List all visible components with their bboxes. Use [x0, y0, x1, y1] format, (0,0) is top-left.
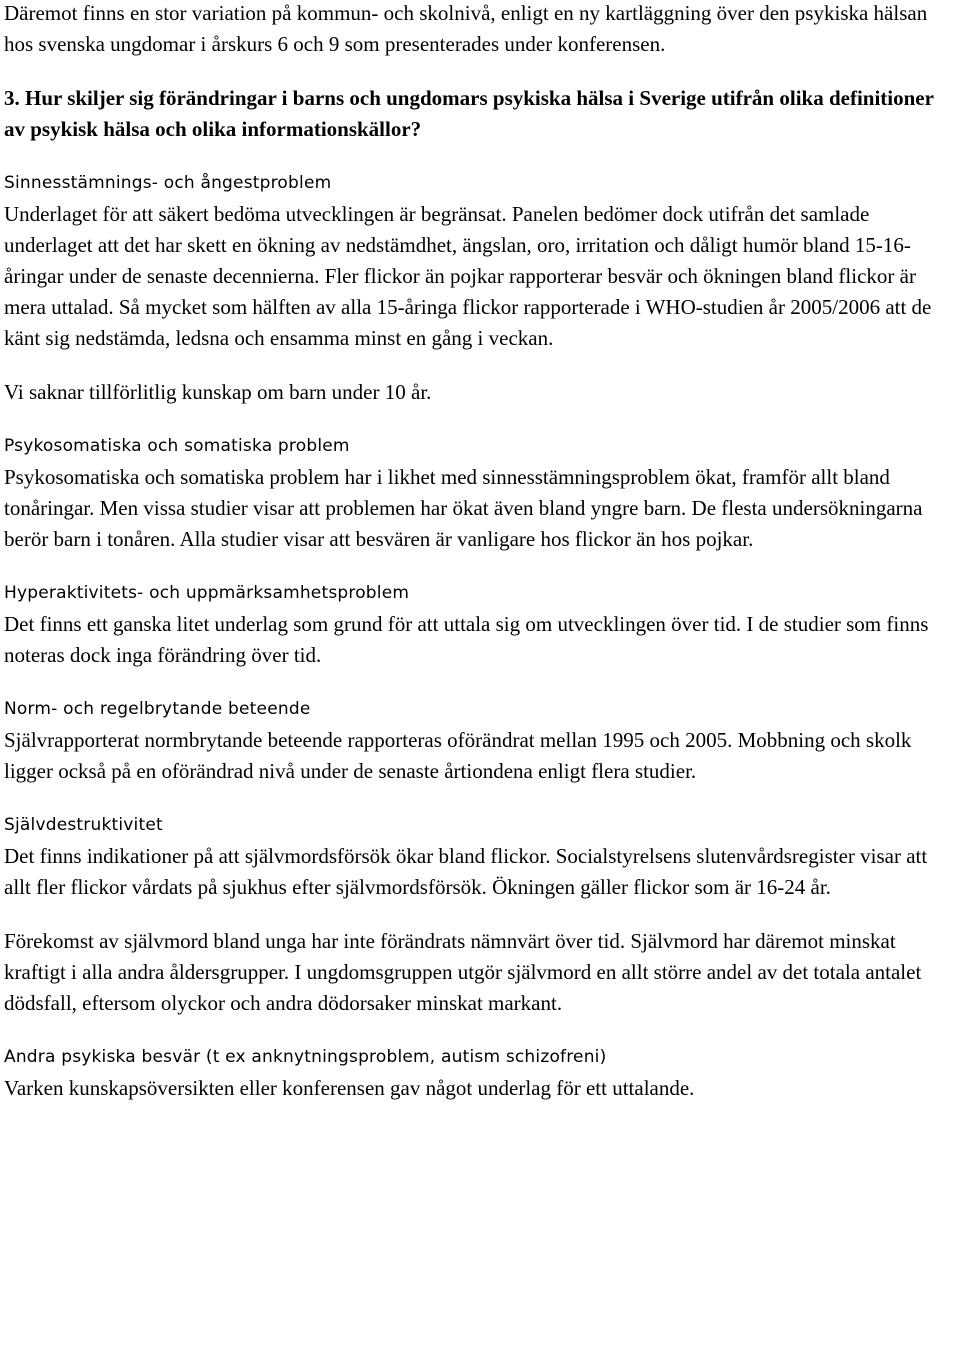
section-text: Underlaget för att säkert bedöma utvecklingen är begränsat. Panelen bedömer dock utifrån det samlade underlaget att det har skett en ökning av nedstämdhet, ängslan, oro, irritation och dåligt humör bland 15-16-åringar under de senaste decennierna. Fler flickor än pojkar rapporterar besvär och ökningen bland flickor är mera uttalad. Så mycket som hälften av alla 15-åringa flickor rapporterade i WHO-studien år 2005/2006 att de känt sig nedstämda, ledsna och ensamma minst en gång i veckan. [4, 202, 932, 350]
section-text: Psykosomatiska och somatiska problem har i likhet med sinnesstämningsproblem ökat, framför allt bland tonåringar. Men vissa studier visar att problemen har ökat även bland yngre barn. De flesta undersökningarna berör barn i tonåren. Alla studier visar att besvären är vanligare hos flickor än hos pojkar. [4, 465, 923, 551]
section-mood-anxiety [4, 168, 954, 354]
question-heading: 3. Hur skiljer sig förändringar i barns och ungdomars psykiska hälsa i Sverige utifrån olika definitioner av psykisk hälsa och olika informationskällor? [4, 86, 934, 141]
section-heading: Hyperaktivitets- och uppmärksamhetsproblem [4, 583, 410, 603]
section-hyperactivity [4, 578, 954, 671]
section-text: Det finns ett ganska litet underlag som grund för att uttala sig om utvecklingen över tid. I de studier som finns noteras dock inga förändring över tid. [4, 612, 929, 667]
section-heading: Sinnesstämnings- och ångestproblem [4, 173, 332, 193]
section-self-harm [4, 810, 954, 903]
section-heading: Psykosomatiska och somatiska problem [4, 436, 350, 456]
section-heading: Självdestruktivitet [4, 815, 163, 835]
section-psychosomatic [4, 431, 954, 555]
section-note: Vi saknar tillförlitlig kunskap om barn under 10 år. [4, 380, 432, 404]
section-heading: Andra psykiska besvär (t ex anknytningsproblem, autism schizofreni) [4, 1047, 607, 1067]
section-norm-breaking [4, 694, 954, 787]
section-text: Självrapporterat normbrytande beteende rapporteras oförändrat mellan 1995 och 2005. Mobbning och skolk ligger också på en oförändrad nivå under de senaste årtiondena enligt flera studier. [4, 728, 912, 783]
section-note: Förekomst av självmord bland unga har inte förändrats nämnvärt över tid. Självmord har däremot minskat kraftigt i alla andra åldersgrupper. I ungdomsgruppen utgör självmord en allt större andel av det totala antalet dödsfall, eftersom olyckor och andra dödorsaker minskat markant. [4, 929, 922, 1015]
document-page [4, 0, 954, 1104]
section-other-disorders [4, 1042, 954, 1104]
intro-paragraph: Däremot finns en stor variation på kommun- och skolnivå, enligt en ny kartläggning över den psykiska hälsan hos svenska ungdomar i årskurs 6 och 9 som presenterades under konferensen. [4, 1, 928, 56]
section-heading: Norm- och regelbrytande beteende [4, 699, 311, 719]
section-text: Det finns indikationer på att självmordsförsök ökar bland flickor. Socialstyrelsens slutenvårdsregister visar att allt fler flickor vårdats på sjukhus efter självmordsförsök. Ökningen gäller flickor som är 16-24 år. [4, 844, 928, 899]
section-text: Varken kunskapsöversikten eller konferensen gav något underlag för ett uttalande. [4, 1076, 695, 1100]
